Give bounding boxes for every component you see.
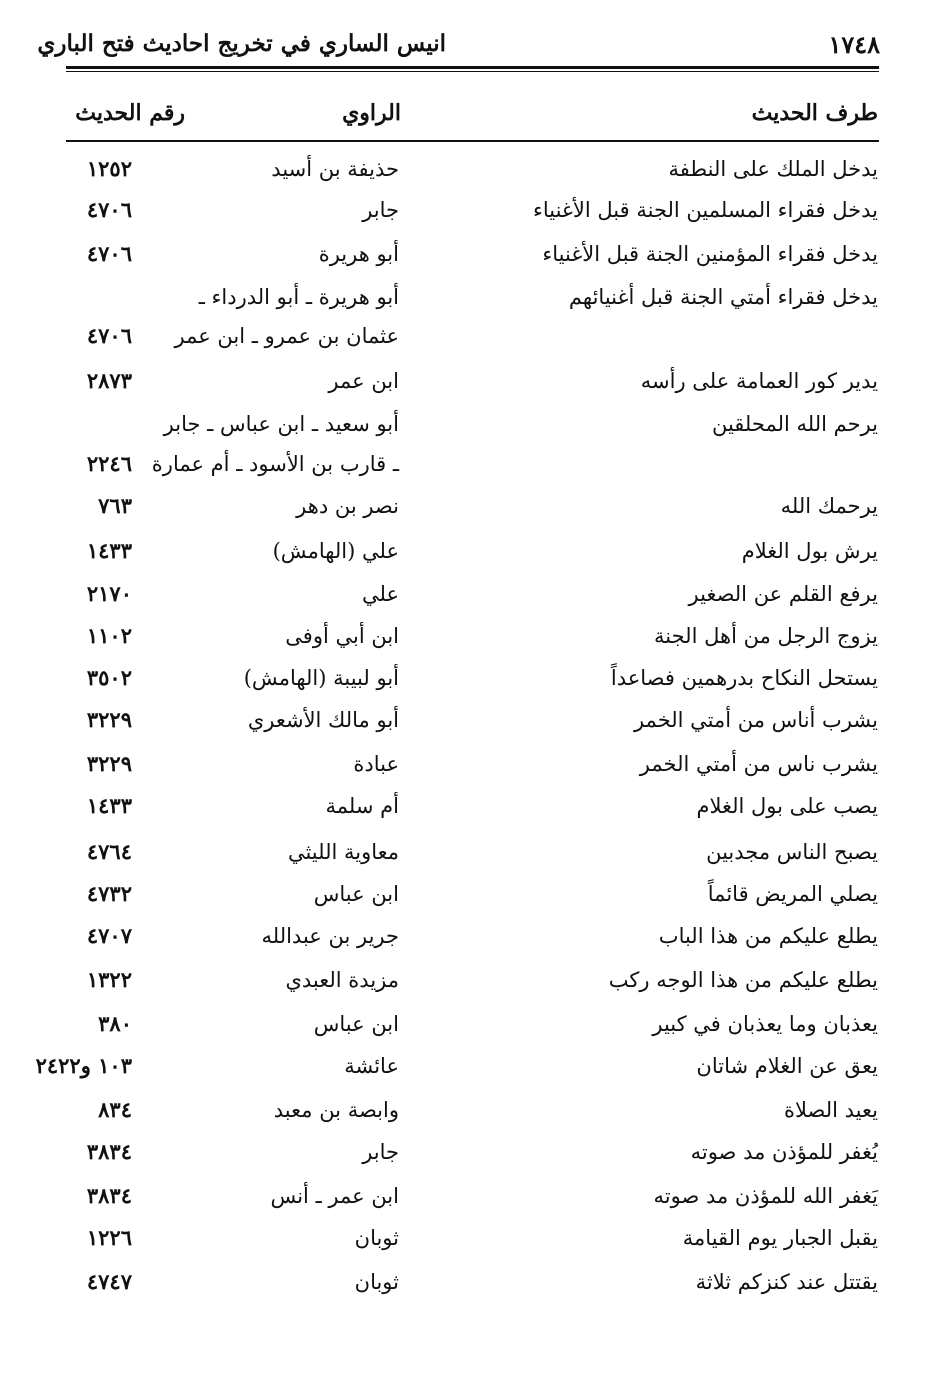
hadith-text: يرش بول الغلام <box>741 539 878 563</box>
narrator-text: جابر <box>362 198 399 222</box>
narrator-text: ابن عباس <box>313 882 399 906</box>
hadith-number: ١٢٥٢ <box>86 156 132 181</box>
narrator-text: علي <box>362 582 399 606</box>
hadith-text: يقبل الجبار يوم القيامة <box>682 1226 878 1250</box>
hadith-text: يَغفر الله للمؤذن مد صوته <box>653 1184 878 1208</box>
hadith-text: يصبح الناس مجدبين <box>706 840 878 864</box>
running-title: انيس الساري في تخريج احاديث فتح الباري <box>37 30 446 57</box>
narrator-text: ـ قارب بن الأسود ـ أم عمارة <box>151 452 399 476</box>
hadith-number: ٣٨٣٤ <box>86 1139 132 1164</box>
hadith-text: يرحم الله المحلقين <box>711 412 878 436</box>
narrator-text: ابن أبي أوفى <box>285 624 399 648</box>
hadith-text: يستحل النكاح بدرهمين فصاعداً <box>610 666 878 690</box>
narrator-text: ابن عباس <box>313 1012 399 1036</box>
narrator-text: وابصة بن معبد <box>273 1098 399 1122</box>
header-rule-thin <box>66 71 879 72</box>
hadith-number: ٨٣٤ <box>98 1097 132 1122</box>
hadith-text: يصب على بول الغلام <box>696 794 878 818</box>
narrator-text: أبو لبيبة (الهامش) <box>243 666 399 690</box>
hadith-text: يشرب ناس من أمتي الخمر <box>639 752 878 776</box>
hadith-number: ٣٨٣٤ <box>86 1183 132 1208</box>
hadith-number: ٢١٧٠ <box>86 581 132 606</box>
hadith-number: ١٢٢٦ <box>86 1225 132 1250</box>
header-rule-thick <box>66 66 879 69</box>
hadith-text: يقتتل عند كنزكم ثلاثة <box>695 1270 878 1294</box>
narrator-text: عثمان بن عمرو ـ ابن عمر <box>174 324 399 348</box>
narrator-text: مزيدة العبدي <box>285 968 399 992</box>
narrator-text: جابر <box>362 1140 399 1164</box>
narrator-text: أبو هريرة ـ أبو الدرداء ـ <box>198 285 399 309</box>
hadith-number: ١١٠٢ <box>86 623 132 648</box>
narrator-text: عبادة <box>353 752 399 776</box>
hadith-text: يدير كور العمامة على رأسه <box>640 369 878 393</box>
hadith-text: يعيد الصلاة <box>784 1098 878 1122</box>
narrator-text: أبو سعيد ـ ابن عباس ـ جابر <box>163 412 399 436</box>
hadith-text: يعق عن الغلام شاتان <box>696 1054 878 1078</box>
hadith-number: ٧٦٣ <box>98 493 132 518</box>
narrator-text: ابن عمر ـ أنس <box>270 1184 399 1208</box>
narrator-text: معاوية الليثي <box>287 840 399 864</box>
hadith-number: ١٤٣٣ <box>86 538 132 563</box>
hadith-number: ٤٧٤٧ <box>86 1269 132 1294</box>
hadith-number: ٢٨٧٣ <box>86 368 132 393</box>
hadith-number: ٤٧٣٢ <box>86 881 132 906</box>
hadith-text: يشرب أناس من أمتي الخمر <box>633 708 878 732</box>
narrator-text: نصر بن دهر <box>296 494 399 518</box>
hadith-text: يدخل فقراء أمتي الجنة قبل أغنيائهم <box>568 285 878 309</box>
hadith-number: ١٤٣٣ <box>86 793 132 818</box>
hadith-number: ٤٧٠٦ <box>86 241 132 266</box>
hadith-number: ٤٧٠٦ <box>86 323 132 348</box>
hadith-number: ٤٧٠٧ <box>86 923 132 948</box>
narrator-text: عائشة <box>344 1054 399 1078</box>
hadith-text: يطلع عليكم من هذا الوجه ركب <box>608 968 878 992</box>
hadith-number: ٢٢٤٦ <box>86 451 132 476</box>
hadith-text: يزوج الرجل من أهل الجنة <box>654 624 878 648</box>
hadith-text: يعذبان وما يعذبان في كبير <box>652 1012 878 1036</box>
hadith-number: ١٣٢٢ <box>86 967 132 992</box>
hadith-text: يدخل فقراء المسلمين الجنة قبل الأغنياء <box>532 198 878 222</box>
page-number: ١٧٤٨ <box>828 30 880 59</box>
hadith-number: ٤٧٦٤ <box>86 839 132 864</box>
hadith-number: ٣٨٠ <box>98 1011 132 1036</box>
hadith-text: يدخل فقراء المؤمنين الجنة قبل الأغنياء <box>542 242 878 266</box>
column-header-rule <box>66 140 879 142</box>
narrator-text: ثوبان <box>354 1226 399 1250</box>
narrator-text: جرير بن عبدالله <box>261 924 399 948</box>
narrator-text: حذيفة بن أسيد <box>271 157 399 181</box>
hadith-text: يصلي المريض قائماً <box>707 882 878 906</box>
hadith-text: يرفع القلم عن الصغير <box>688 582 878 606</box>
hadith-text: يدخل الملك على النطفة <box>668 157 878 181</box>
hadith-number: ١٠٣ و٢٤٢٢ <box>35 1053 132 1078</box>
narrator-text: أم سلمة <box>325 794 399 818</box>
hadith-text: يرحمك الله <box>780 494 878 518</box>
column-header-narrator: الراوي <box>342 100 401 126</box>
hadith-number: ٤٧٠٦ <box>86 197 132 222</box>
column-header-number: رقم الحديث <box>75 100 185 126</box>
hadith-number: ٣٥٠٢ <box>86 665 132 690</box>
hadith-text: يُغفر للمؤذن مد صوته <box>690 1140 878 1164</box>
hadith-number: ٣٢٢٩ <box>86 751 132 776</box>
column-header-hadith: طرف الحديث <box>751 100 878 126</box>
hadith-number: ٣٢٢٩ <box>86 707 132 732</box>
narrator-text: أبو هريرة <box>318 242 399 266</box>
narrator-text: ثوبان <box>354 1270 399 1294</box>
narrator-text: أبو مالك الأشعري <box>247 708 399 732</box>
hadith-text: يطلع عليكم من هذا الباب <box>658 924 878 948</box>
narrator-text: ابن عمر <box>328 369 399 393</box>
narrator-text: علي (الهامش) <box>272 539 399 563</box>
